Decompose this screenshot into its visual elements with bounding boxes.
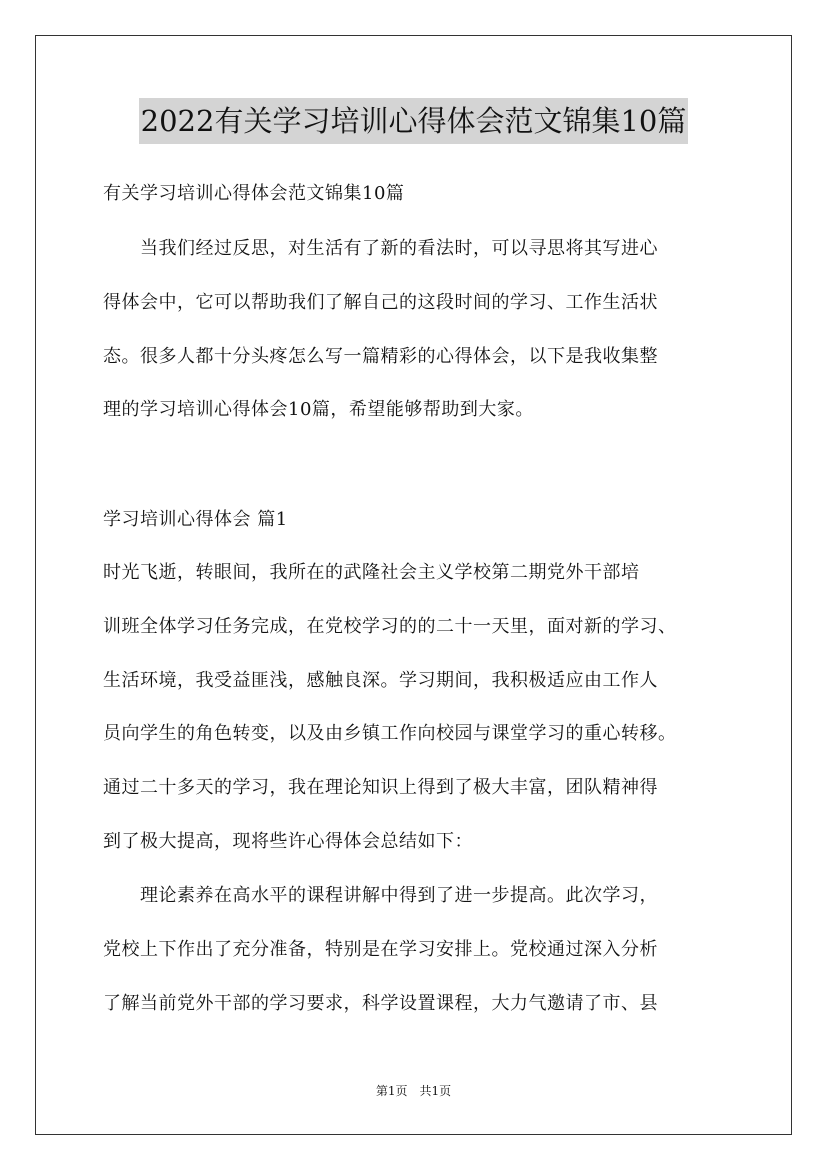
body-line: 员向学生的角色转变，以及由乡镇工作向校园与课堂学习的重心转移。 xyxy=(103,723,677,744)
body-line: 理论素养在高水平的课程讲解中得到了进一步提高。此次学习， xyxy=(103,885,658,906)
body-line: 生活环境，我受益匪浅，感触良深。学习期间，我积极适应由工作人 xyxy=(103,670,658,691)
document-subtitle: 有关学习培训心得体会范文锦集10篇 xyxy=(103,183,405,204)
intro-line: 得体会中，它可以帮助我们了解自己的这段时间的学习、工作生活状 xyxy=(103,292,658,313)
intro-line: 理的学习培训心得体会10篇，希望能够帮助到大家。 xyxy=(103,399,534,420)
intro-line: 当我们经过反思，对生活有了新的看法时，可以寻思将其写进心 xyxy=(103,238,658,259)
body-line: 到了极大提高，现将些许心得体会总结如下： xyxy=(103,831,473,852)
section-heading: 学习培训心得体会 篇1 xyxy=(103,509,288,530)
body-line: 通过二十多天的学习，我在理论知识上得到了极大丰富，团队精神得 xyxy=(103,777,658,798)
intro-line: 态。很多人都十分头疼怎么写一篇精彩的心得体会，以下是我收集整 xyxy=(103,346,658,367)
title-container xyxy=(0,98,827,144)
document-title: 2022有关学习培训心得体会范文锦集10篇 xyxy=(139,98,689,144)
body-line: 训班全体学习任务完成，在党校学习的的二十一天里，面对新的学习、 xyxy=(103,616,677,637)
page-footer: 第1页 共1页 xyxy=(375,1084,452,1098)
body-line: 党校上下作出了充分准备，特别是在学习安排上。党校通过深入分析 xyxy=(103,939,658,960)
body-line: 时光飞逝，转眼间，我所在的武隆社会主义学校第二期党外干部培 xyxy=(103,562,640,583)
body-line: 了解当前党外干部的学习要求，科学设置课程，大力气邀请了市、县 xyxy=(103,993,658,1014)
